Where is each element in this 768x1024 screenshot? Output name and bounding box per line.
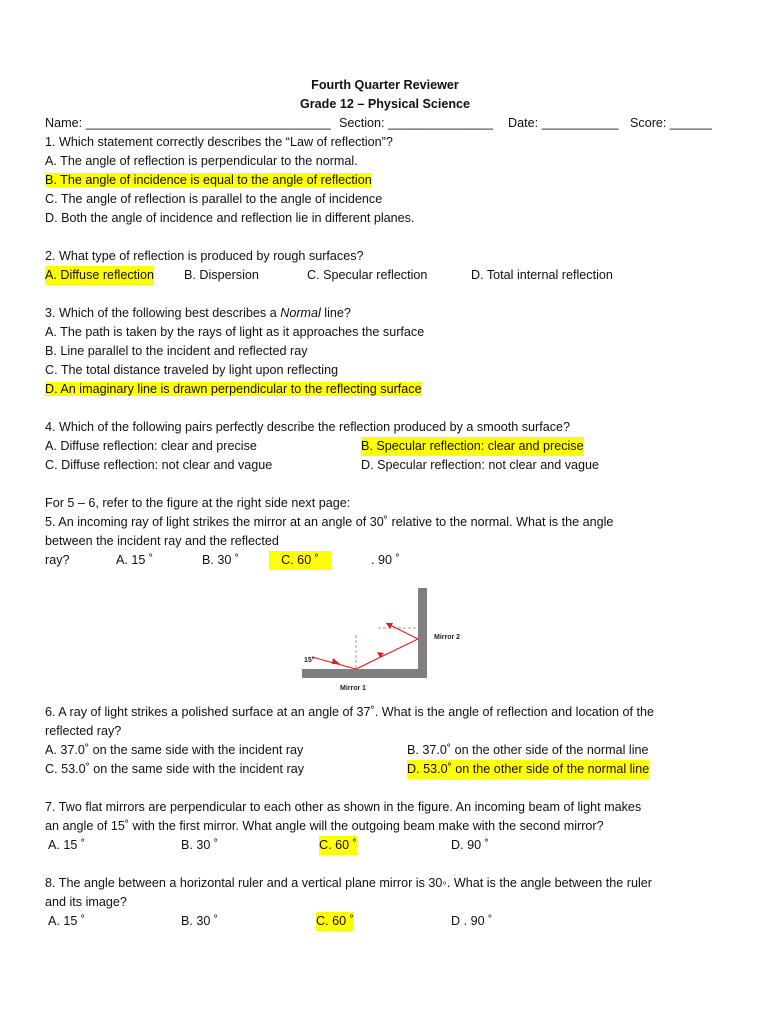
q5-stem-line1: 5. An incoming ray of light strikes the mirror at an angle of 30˚ relative to the normal. What is the angle: [45, 515, 614, 529]
ray-arrow-reflected: [377, 652, 384, 658]
q1-option-c: C. The angle of reflection is parallel to the angle of incidence: [45, 192, 383, 206]
q3-option-c: C. The total distance traveled by light upon reflecting: [45, 363, 339, 377]
q8-option-c-answer: C. 60 ˚: [316, 912, 354, 931]
document-subtitle: Grade 12 – Physical Science: [299, 97, 471, 111]
reviewer-page: [45, 76, 725, 931]
mirror-1-label: Mirror 1: [340, 685, 367, 692]
q3-option-a: A. The path is taken by the rays of light as it approaches the surface: [45, 325, 425, 339]
q7-stem-line2: an angle of 15˚ with the first mirror. What angle will the outgoing beam make with the second mirror?: [45, 819, 604, 833]
q7-option-b: B. 30 ˚: [181, 838, 219, 852]
q3-option-b: B. Line parallel to the incident and reflected ray: [45, 344, 308, 358]
q8-option-d: D . 90 ˚: [451, 914, 493, 928]
name-field: Name: ___________________________________: [45, 116, 331, 130]
q7-option-d: D. 90 ˚: [451, 838, 489, 852]
q8-option-a: A. 15 ˚: [48, 914, 86, 928]
q5-option-c-answer: C. 60 ˚: [269, 551, 331, 570]
section-field: Section: _______________: [339, 116, 494, 130]
q1-option-d: D. Both the angle of incidence and reflection lie in different planes.: [45, 211, 415, 225]
q8-stem-line1: 8. The angle between a horizontal ruler and a vertical plane mirror is 30◦. What is the angle between the ruler: [45, 876, 652, 890]
document-title: Fourth Quarter Reviewer: [311, 78, 459, 92]
q6-option-a: A. 37.0˚ on the same side with the incident ray: [45, 743, 304, 757]
q4-option-c: C. Diffuse reflection: not clear and vague: [45, 458, 273, 472]
q2-option-d: D. Total internal reflection: [471, 268, 613, 282]
q2-option-c: C. Specular reflection: [307, 268, 428, 282]
q7-option-a: A. 15 ˚: [48, 838, 86, 852]
q1-option-a: A. The angle of reflection is perpendicular to the normal.: [45, 154, 358, 168]
q5-stem-line2: between the incident ray and the reflected: [45, 534, 279, 548]
q6-option-b: B. 37.0˚ on the other side of the normal line: [407, 743, 649, 757]
q1-stem: 1. Which statement correctly describes the “Law of reflection”?: [45, 135, 393, 149]
light-ray: [312, 623, 418, 669]
q5-option-d: . 90 ˚: [371, 553, 400, 567]
q7-option-c-answer: C. 60 ˚: [319, 836, 357, 855]
q2-options: [45, 266, 725, 285]
q2-option-a-answer: A. Diffuse reflection: [45, 266, 154, 285]
q4-option-a: A. Diffuse reflection: clear and precise: [45, 439, 257, 453]
figure-note: For 5 – 6, refer to the figure at the right side next page:: [45, 496, 351, 510]
q3-option-d-answer: D. An imaginary line is drawn perpendicular to the reflecting surface: [45, 382, 422, 396]
date-field: Date: ___________: [508, 116, 619, 130]
q5-option-a: A. 15 ˚: [116, 553, 154, 567]
q2-option-b: B. Dispersion: [184, 268, 259, 282]
q4-option-d: D. Specular reflection: not clear and vague: [361, 458, 600, 472]
mirror-figure: [300, 585, 470, 700]
q6-option-d-answer: D. 53.0˚ on the other side of the normal line: [407, 760, 649, 779]
q4-option-b-answer: B. Specular reflection: clear and precise: [361, 437, 584, 456]
q7-stem-line1: 7. Two flat mirrors are perpendicular to each other as shown in the figure. An incoming beam of light makes: [45, 800, 642, 814]
q1-option-b-answer: B. The angle of incidence is equal to the angle of reflection: [45, 173, 372, 187]
q6-stem-line1: 6. A ray of light strikes a polished surface at an angle of 37˚. What is the angle of reflection and location of the: [45, 705, 655, 719]
mirror-2-label: Mirror 2: [434, 634, 461, 641]
mirror-diagram: [300, 585, 470, 700]
angle-label: 15°: [304, 657, 315, 664]
ray-arrow-incident: [332, 658, 340, 664]
q5-stem-line3: ray?: [45, 553, 70, 567]
q8-stem-line2: and its image?: [45, 895, 127, 909]
mirror-2-surface: [418, 588, 427, 678]
q6-stem-line2: reflected ray?: [45, 724, 122, 738]
q3-stem: 3. Which of the following best describes a Normal line?: [45, 306, 351, 320]
q2-stem: 2. What type of reflection is produced by rough surfaces?: [45, 249, 364, 263]
student-info-line: [45, 114, 725, 133]
q6-option-c: C. 53.0˚ on the same side with the incident ray: [45, 762, 305, 776]
score-field: Score: ______: [630, 116, 712, 130]
q5-option-b: B. 30 ˚: [202, 553, 240, 567]
q4-stem: 4. Which of the following pairs perfectly describe the reflection produced by a smooth surface?: [45, 420, 571, 434]
mirror-1-surface: [302, 669, 427, 678]
q8-option-b: B. 30 ˚: [181, 914, 219, 928]
